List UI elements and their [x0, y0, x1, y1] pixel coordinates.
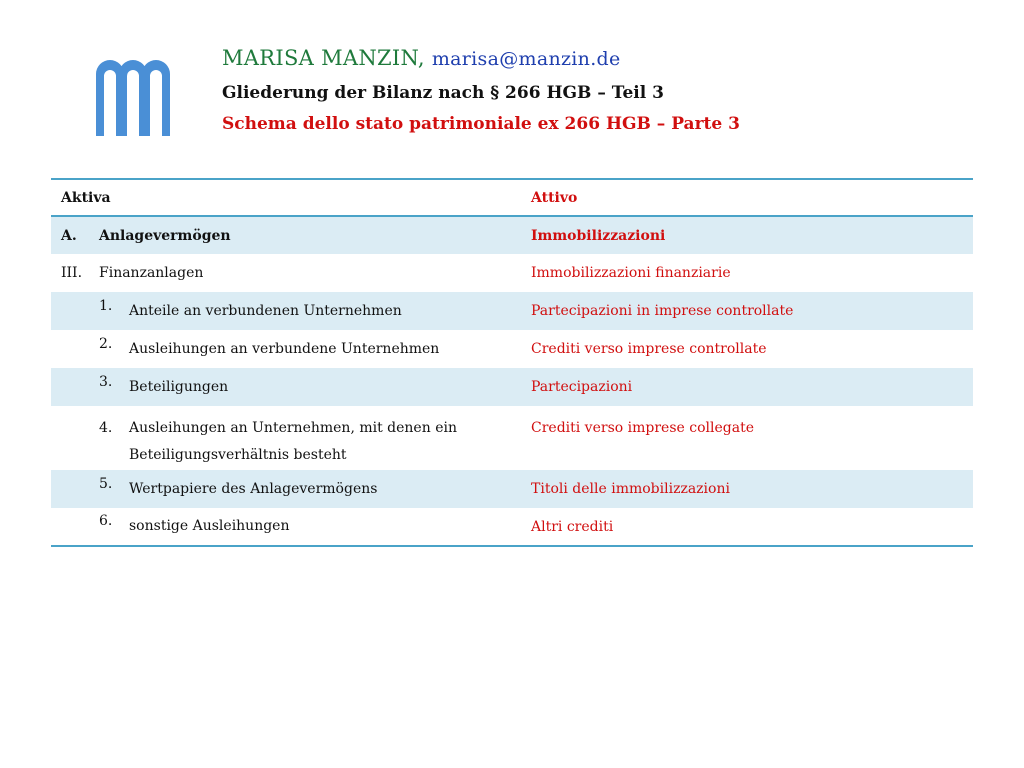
- title-italian: Schema dello stato patrimoniale ex 266 HGB – Parte 3: [222, 114, 740, 134]
- logo-arch-right: [142, 60, 170, 136]
- item-number: 5.: [99, 475, 113, 492]
- item-label-de: Wertpapiere des Anlagevermögens: [129, 480, 378, 497]
- author-line: [222, 44, 740, 73]
- section-number: A.: [61, 227, 77, 244]
- table-row-section: [51, 216, 973, 254]
- table-row-group: [51, 254, 973, 292]
- table-row: [51, 292, 973, 330]
- group-label-de: Finanzanlagen: [99, 265, 204, 281]
- item-label-de: Beteiligungen: [129, 378, 229, 395]
- table-header-row: [51, 179, 973, 216]
- author-name: MARISA MANZIN,: [222, 46, 425, 70]
- item-label-it: Partecipazioni in imprese controllate: [531, 303, 794, 319]
- item-label-it: Altri crediti: [531, 518, 614, 535]
- table-row: [51, 508, 973, 546]
- header-attivo: Attivo: [522, 179, 973, 216]
- item-number: 6.: [99, 513, 113, 529]
- item-label-it: Partecipazioni: [531, 379, 633, 395]
- manzin-logo: [92, 52, 172, 136]
- group-number: III.: [61, 265, 83, 281]
- item-label-it: Titoli delle immobilizzazioni: [531, 481, 730, 497]
- item-number: 2.: [99, 335, 113, 352]
- item-number: 4.: [99, 420, 113, 436]
- table-row: [51, 330, 973, 368]
- item-label-it: Crediti verso imprese controllate: [531, 341, 767, 357]
- section-label-it: Immobilizzazioni: [531, 227, 666, 244]
- header-aktiva: Aktiva: [51, 179, 522, 216]
- author-email[interactable]: marisa@manzin.de: [431, 48, 621, 70]
- section-label-de: Anlagevermögen: [99, 227, 231, 244]
- table-row: [51, 406, 973, 470]
- table-row: [51, 368, 973, 406]
- table-row: [51, 470, 973, 508]
- balance-sheet-table: [51, 178, 973, 547]
- item-label-de: Ausleihungen an Unternehmen, mit denen ein Beteiligungsverhältnis besteht: [129, 420, 457, 463]
- group-label-it: Immobilizzazioni finanziarie: [531, 265, 731, 281]
- item-number: 1.: [99, 297, 113, 314]
- item-label-de: Anteile an verbundenen Unternehmen: [129, 302, 402, 319]
- item-number: 3.: [99, 373, 113, 390]
- item-label-de: Ausleihungen an verbundene Unternehmen: [129, 340, 440, 357]
- item-label-it: Crediti verso imprese collegate: [531, 420, 754, 436]
- item-label-de: sonstige Ausleihungen: [129, 518, 290, 534]
- document-header: [222, 44, 740, 135]
- title-german: Gliederung der Bilanz nach § 266 HGB – Teil 3: [222, 83, 664, 103]
